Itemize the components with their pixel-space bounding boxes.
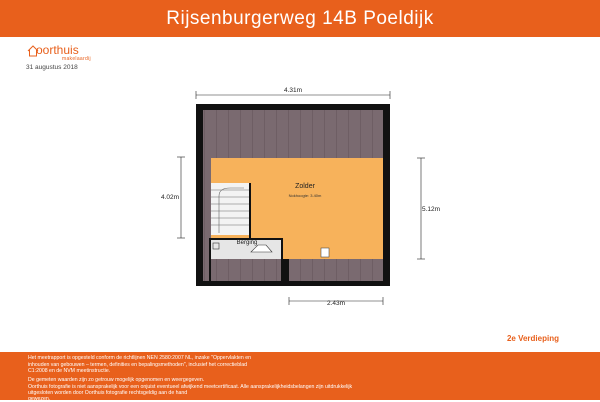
logo-name: oorthuis: [36, 43, 79, 57]
dimension-right-label: 5.12m: [422, 206, 440, 213]
floor-level-label: 2e Verdieping: [507, 334, 559, 343]
staircase: [211, 183, 249, 235]
date-label: 31 augustus 2018: [26, 64, 78, 71]
disclaimer-line: inhouden van gebouwen – termen, definities en bepalingsmethoden", inclusief het correctieblad: [28, 362, 468, 369]
room-label-berging: Berging: [237, 240, 258, 246]
dimension-left-label: 4.02m: [161, 194, 179, 201]
disclaimer-line: gewezen.: [28, 396, 468, 402]
roof-slope-bottom: [289, 259, 383, 281]
disclaimer-line: C1:2008 en de NVM meetinstructie.: [28, 368, 468, 375]
logo-tagline: makelaardij: [62, 56, 91, 62]
disclaimer-line: Het meetrapport is opgesteld conform de richtlijnen NEN 2580:2007 NL, inzake "Oppervlakten en: [28, 355, 468, 362]
disclaimer-line: uitgesloten worden door Oorthuis fotografie rechtsgeldig aan de hand: [28, 390, 468, 397]
disclaimer-line: De gemeten waarden zijn zo getrouw mogelijk opgenomen en weergegeven.: [28, 377, 468, 384]
disclaimer-line: Oorthuis fotografie is niet aansprakelijk voor een onjuist eventueel afwijkend meetcertificaat. Alle aansprakelijkheidsbelangen zijn uitdrukkelijk: [28, 384, 508, 391]
footer-disclaimer: [0, 352, 600, 400]
dimension-top-label: 4.31m: [284, 87, 302, 94]
room-label-zolder-sub: Nokhoogte: 3.40m: [289, 193, 322, 198]
skylight: [321, 248, 329, 257]
dimension-bottom-label: 2.43m: [327, 300, 345, 307]
stair-wall: [249, 183, 251, 238]
roof-slope-storage: [211, 259, 281, 281]
page-title: Rijsenburgerweg 14B Poeldijk: [166, 8, 433, 30]
roof-slope-top: [203, 110, 383, 158]
room-label-zolder: Zolder: [295, 183, 316, 190]
